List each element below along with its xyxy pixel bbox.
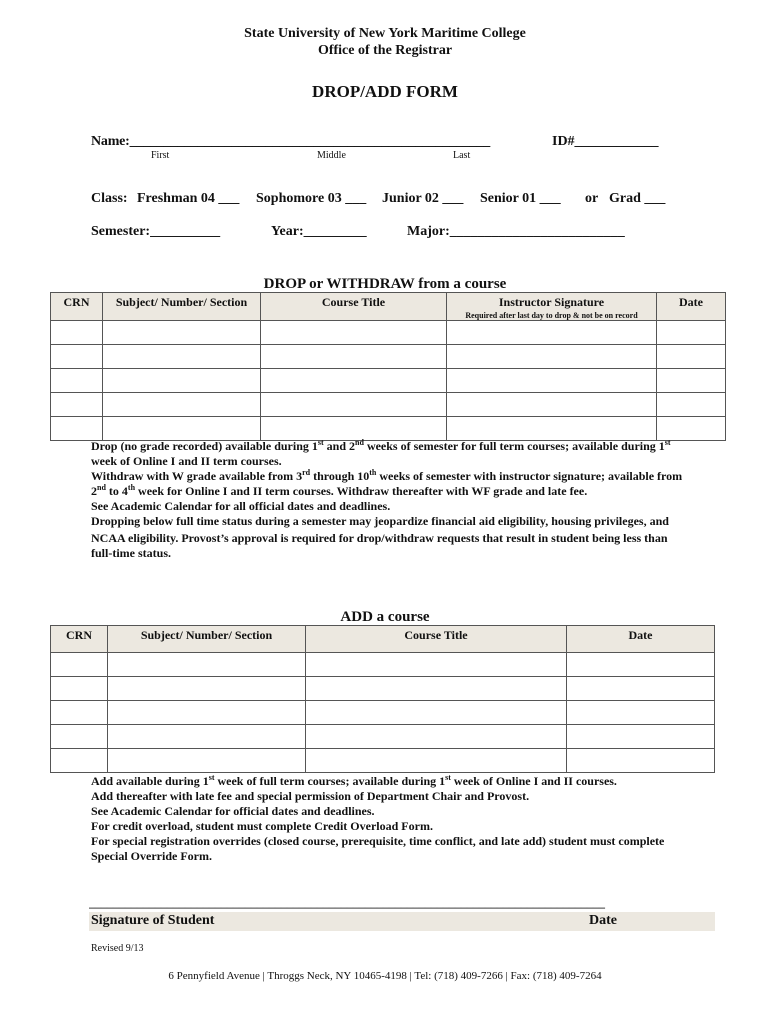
note-sup: st (208, 773, 215, 782)
add-cell[interactable] (51, 701, 108, 725)
drop-cell[interactable] (657, 369, 726, 393)
add-cell[interactable] (51, 725, 108, 749)
drop-row (51, 345, 726, 369)
first-name-caption: First (151, 150, 170, 161)
drop-cell[interactable] (103, 345, 261, 369)
form-title: DROP/ADD FORM (312, 82, 458, 101)
add-cell[interactable] (306, 725, 567, 749)
drop-cell[interactable] (103, 321, 261, 345)
add-cell[interactable] (51, 749, 108, 773)
add-cell[interactable] (51, 653, 108, 677)
add-cell[interactable] (108, 653, 306, 677)
note-text: week of Online I and II courses. (450, 774, 617, 788)
class-sophomore-field[interactable]: Sophomore 03 ___ (256, 191, 367, 206)
name-field[interactable]: Name:_____________________________________________________ (91, 134, 491, 149)
add-cell[interactable] (567, 725, 715, 749)
add-cell[interactable] (108, 725, 306, 749)
semester-field[interactable]: Semester:__________ (91, 224, 221, 239)
middle-name-caption: Middle (317, 150, 346, 161)
drop-table (50, 292, 726, 441)
add-col-date: Date (567, 626, 715, 653)
signature-date-label: Date (589, 913, 617, 928)
drop-section-title: DROP or WITHDRAW from a course (263, 276, 507, 292)
note-sup: st (664, 438, 671, 447)
drop-cell[interactable] (447, 369, 657, 393)
note-sup: th (127, 483, 136, 492)
add-cell[interactable] (567, 677, 715, 701)
drop-note-line: full-time status. (91, 546, 171, 560)
note-text: Drop (no grade recorded) available during 1 (91, 439, 318, 453)
note-sup: th (369, 468, 377, 477)
note-text: and 2 (323, 439, 356, 453)
add-cell[interactable] (108, 749, 306, 773)
note-text: Add available during 1 (91, 774, 209, 788)
drop-col-course-title: Course Title (261, 293, 447, 321)
drop-cell[interactable] (51, 393, 103, 417)
note-text: weeks of semester for full term courses; available during 1 (363, 439, 665, 453)
add-row (51, 749, 715, 773)
drop-cell[interactable] (261, 345, 447, 369)
add-note-line: For credit overload, student must complete Credit Overload Form. (91, 819, 433, 833)
class-junior-field[interactable]: Junior 02 ___ (382, 191, 464, 206)
add-cell[interactable] (306, 701, 567, 725)
drop-cell[interactable] (657, 393, 726, 417)
add-row (51, 701, 715, 725)
drop-note-line: NCAA eligibility. Provost’s approval is required for drop/withdraw requests that result in student being less than (91, 531, 668, 545)
drop-row (51, 417, 726, 441)
drop-cell[interactable] (447, 321, 657, 345)
revision-note: Revised 9/13 (91, 943, 144, 954)
institution-name: State University of New York Maritime College (244, 26, 526, 41)
add-cell[interactable] (306, 677, 567, 701)
drop-row (51, 321, 726, 345)
add-cell[interactable] (108, 677, 306, 701)
class-or-label: or (585, 191, 599, 206)
add-cell[interactable] (51, 677, 108, 701)
drop-cell[interactable] (657, 417, 726, 441)
add-row (51, 677, 715, 701)
drop-cell[interactable] (261, 321, 447, 345)
drop-col-instructor-signature (447, 293, 657, 321)
add-cell[interactable] (567, 749, 715, 773)
add-note-line: Special Override Form. (91, 849, 212, 863)
drop-cell[interactable] (447, 417, 657, 441)
drop-cell[interactable] (657, 321, 726, 345)
year-field[interactable]: Year:_________ (271, 224, 367, 239)
drop-cell[interactable] (51, 345, 103, 369)
major-field[interactable]: Major:_________________________ (407, 224, 625, 239)
add-cell[interactable] (306, 749, 567, 773)
footer-address: 6 Pennyfield Avenue | Throggs Neck, NY 10465-4198 | Tel: (718) 409-7266 | Fax: (718) 409-7264 (168, 970, 602, 982)
note-text: weeks of semester with instructor signature; available from (376, 469, 683, 483)
add-row (51, 653, 715, 677)
note-text: week of full term courses; available during 1 (214, 774, 446, 788)
drop-cell[interactable] (103, 417, 261, 441)
drop-cell[interactable] (447, 393, 657, 417)
add-cell[interactable] (108, 701, 306, 725)
class-senior-field[interactable]: Senior 01 ___ (480, 191, 561, 206)
add-note-line: See Academic Calendar for official dates and deadlines. (91, 804, 375, 818)
add-section-title: ADD a course (340, 609, 430, 625)
add-note-line: Add thereafter with late fee and special permission of Department Chair and Provost. (91, 789, 530, 803)
add-note-line (91, 774, 731, 789)
drop-row (51, 369, 726, 393)
drop-cell[interactable] (51, 321, 103, 345)
id-field[interactable]: ID#____________ (552, 134, 659, 149)
drop-note-line (91, 484, 731, 499)
drop-cell[interactable] (657, 345, 726, 369)
drop-cell[interactable] (103, 393, 261, 417)
drop-note-line: week of Online I and II term courses. (91, 454, 282, 468)
class-label: Class: (91, 191, 128, 206)
note-sup: st (317, 438, 324, 447)
note-text: 2 (91, 484, 97, 498)
signature-row (89, 912, 715, 931)
note-sup: rd (302, 468, 311, 477)
add-col-subject: Subject/ Number/ Section (108, 626, 306, 653)
drop-cell[interactable] (261, 417, 447, 441)
drop-cell[interactable] (51, 369, 103, 393)
drop-note-line (91, 439, 731, 454)
note-text: to 4 (105, 484, 128, 498)
note-text: through 10 (310, 469, 370, 483)
drop-note-line: See Academic Calendar for all official dates and deadlines. (91, 499, 391, 513)
note-text: Withdraw with W grade available from 3 (91, 469, 303, 483)
last-name-caption: Last (453, 150, 471, 161)
drop-note-line: Dropping below full time status during a semester may jeopardize financial aid eligibility, housing privileges, and (91, 514, 669, 528)
class-freshman-field[interactable]: Freshman 04 ___ (137, 191, 240, 206)
drop-row (51, 393, 726, 417)
class-grad-field[interactable]: Grad ___ (609, 191, 666, 206)
drop-note-line (91, 469, 731, 484)
drop-cell[interactable] (261, 369, 447, 393)
add-cell[interactable] (306, 653, 567, 677)
add-note-line: For special registration overrides (closed course, prerequisite, time conflict, and late add) student must complete (91, 834, 665, 848)
add-row (51, 725, 715, 749)
drop-col-crn: CRN (51, 293, 103, 321)
add-notes (91, 774, 731, 864)
drop-cell[interactable] (51, 417, 103, 441)
drop-col-date: Date (657, 293, 726, 321)
add-col-course-title: Course Title (306, 626, 567, 653)
signature-line[interactable]: ______________________________________________________________________________________ (89, 896, 605, 910)
drop-cell[interactable] (261, 393, 447, 417)
note-text: week for Online I and II term courses. Withdraw thereafter with WF grade and late fee. (135, 484, 588, 498)
note-sup: nd (97, 483, 106, 492)
drop-cell[interactable] (447, 345, 657, 369)
add-table (50, 625, 715, 773)
instructor-signature-note: Required after last day to drop & not be on record (465, 311, 638, 320)
add-col-crn: CRN (51, 626, 108, 653)
add-cell[interactable] (567, 701, 715, 725)
signature-of-student-label: Signature of Student (91, 913, 215, 928)
drop-notes (91, 439, 731, 561)
instructor-signature-header: Instructor Signature (498, 295, 605, 309)
add-cell[interactable] (567, 653, 715, 677)
drop-cell[interactable] (103, 369, 261, 393)
note-sup: st (445, 773, 451, 782)
note-sup: nd (355, 438, 364, 447)
drop-col-subject: Subject/ Number/ Section (103, 293, 261, 321)
office-name: Office of the Registrar (317, 43, 453, 58)
